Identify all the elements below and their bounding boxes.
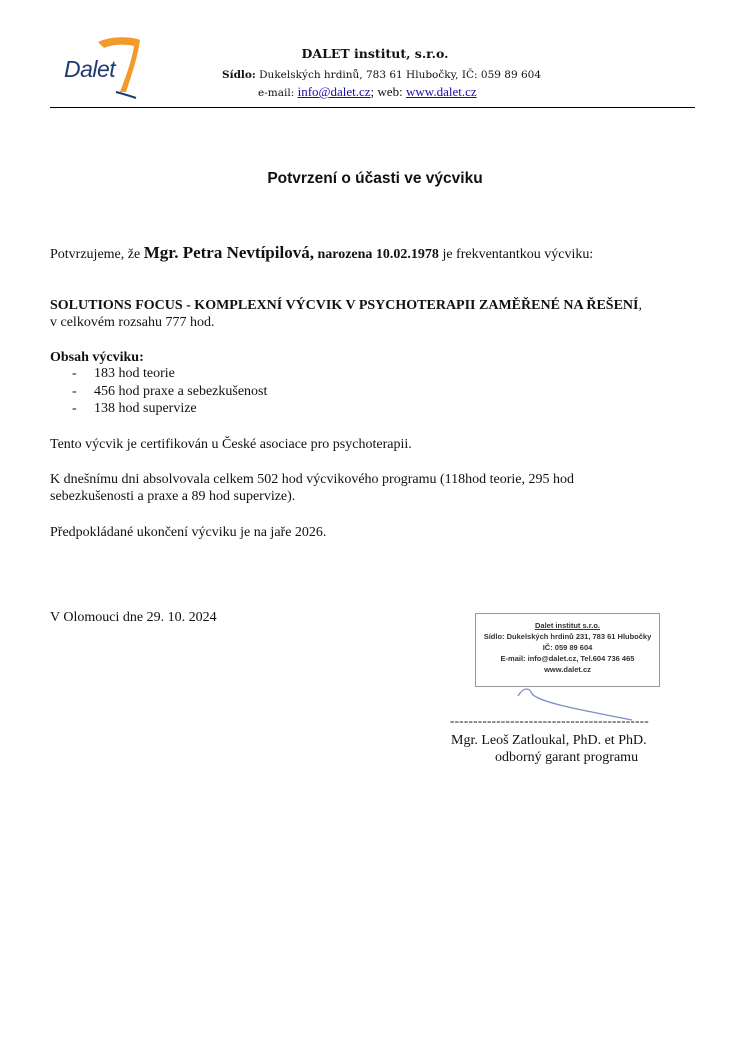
address-value: Dukelských hrdinů, 783 61 Hlubočky, IČ: 059 89 604 [259, 69, 542, 81]
logo-text: Dalet [64, 56, 116, 82]
progress-line-2: sebezkušenosti a praxe a 89 hod supervize). [50, 489, 296, 504]
intro-prefix: Potvrzujeme, že [50, 247, 141, 262]
dalet-logo [60, 34, 146, 100]
web-link[interactable]: www.dalet.cz [406, 84, 477, 99]
signature-line: ------------------------------------------- [450, 713, 650, 728]
program-scope: v celkovém rozsahu 777 hod. [50, 315, 215, 330]
header-divider [50, 107, 695, 108]
signer-role: odborný garant programu [495, 750, 639, 765]
intro-paragraph [50, 244, 593, 263]
org-address [222, 69, 541, 81]
progress-line-1: K dnešnímu dni absolvovala celkem 502 hod výcvikového programu (118hod teorie, 295 hod [50, 472, 574, 487]
stamp-line: www.dalet.cz [544, 665, 591, 674]
document-title: Potvrzení o účasti ve výcviku [267, 170, 483, 187]
institution-stamp [475, 613, 660, 687]
stamp-line: Dalet institut s.r.o. [534, 621, 600, 630]
email-label: e-mail: [258, 87, 295, 99]
signer-name: Mgr. Leoš Zatloukal, PhD. et PhD. [451, 733, 647, 748]
stamp-line: Sídlo: Dukelských hrdinů 231, 783 61 Hlubočky [483, 632, 652, 641]
certification-text: Tento výcvik je certifikován u České asociace pro psychoterapii. [50, 437, 412, 452]
place-date: V Olomouci dne 29. 10. 2024 [50, 610, 217, 625]
stamp-line: IČ: 059 89 604 [542, 643, 593, 652]
org-contact [258, 84, 477, 100]
program-name-comma: , [638, 298, 642, 313]
intro-suffix: je frekventantkou výcviku: [442, 247, 594, 262]
stamp-line: E-mail: info@dalet.cz, Tel.604 736 465 [500, 654, 635, 663]
address-label: Sídlo: [222, 69, 256, 81]
program-name-line [50, 297, 642, 314]
program-name: SOLUTIONS FOCUS - KOMPLEXNÍ VÝCVIK V PSYCHOTERAPII ZAMĚŘENÉ NA ŘEŠENÍ [50, 298, 639, 313]
org-name: DALET institut, s.r.o. [301, 46, 449, 61]
participant-name: Mgr. Petra Nevtípilová, [143, 243, 314, 262]
web-label: ; web: [370, 84, 403, 99]
expected-end-text: Předpokládané ukončení výcviku je na jaře 2026. [50, 525, 327, 540]
participant-birth: narozena 10.02.1978 [317, 247, 439, 262]
email-link[interactable]: info@dalet.cz [297, 84, 371, 99]
content-heading: Obsah výcviku: [50, 350, 144, 365]
